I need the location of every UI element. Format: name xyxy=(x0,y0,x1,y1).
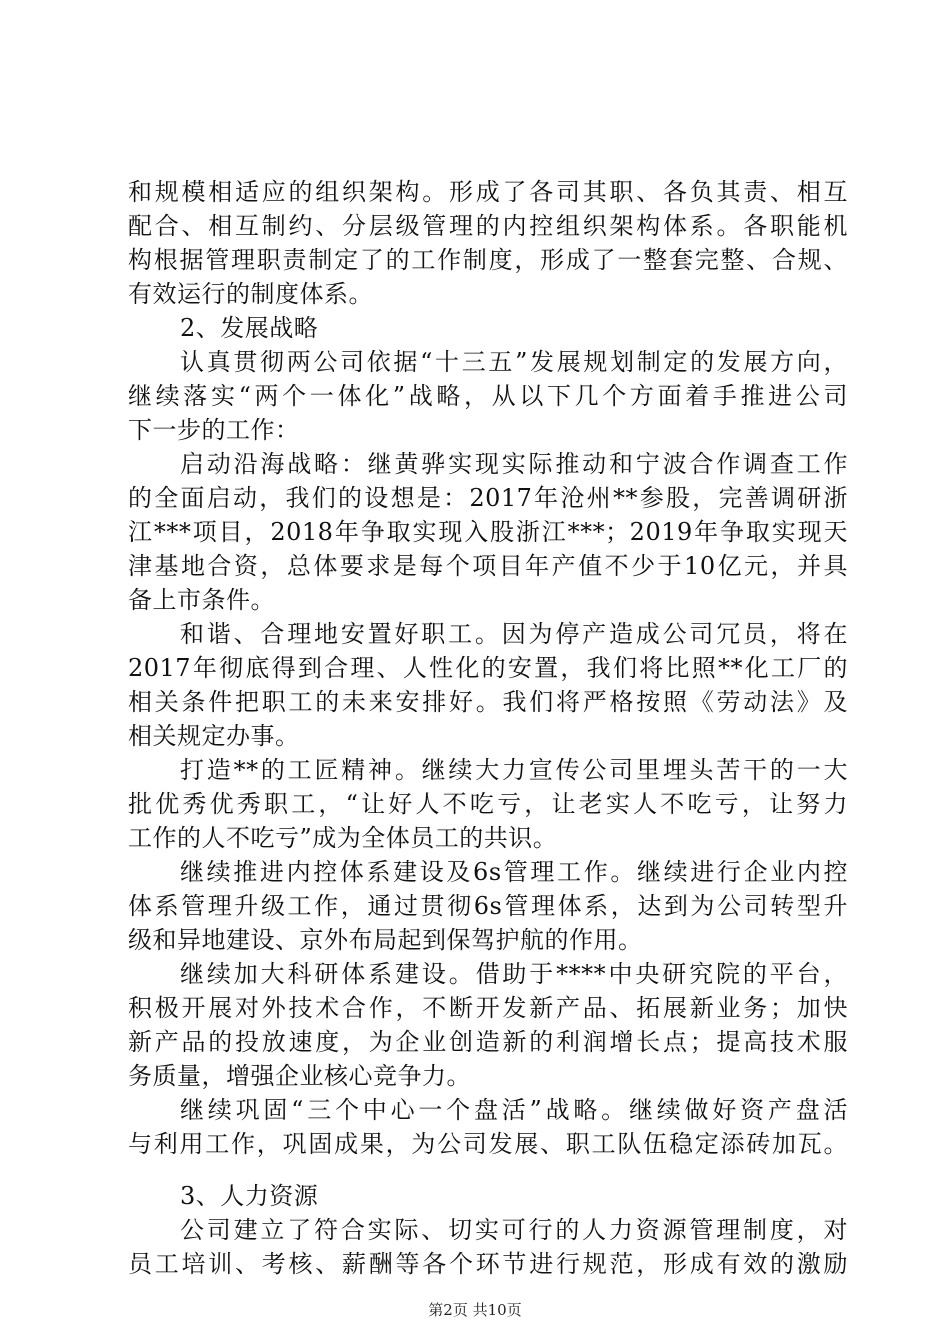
body-text-line: 构根据管理职责制定了的工作制度，形成了一整套完整、合规、 xyxy=(128,246,848,274)
section-heading: 2、发展战略 xyxy=(180,314,319,342)
body-text-line: 备上市条件。 xyxy=(128,586,275,614)
body-text-line: 积极开展对外技术合作，不断开发新产品、拓展新业务；加快 xyxy=(128,994,848,1022)
body-text-line: 认真贯彻两公司依据“十三五”发展规划制定的发展方向， xyxy=(180,348,848,376)
body-text-line: 工作的人不吃亏”成为全体员工的共识。 xyxy=(128,824,558,852)
body-text-line: 和谐、合理地安置好职工。因为停产造成公司冗员，将在 xyxy=(180,620,848,648)
body-text-line: 级和异地建设、京外布局起到保驾护航的作用。 xyxy=(128,926,643,954)
body-text-line: 相关条件把职工的未来安排好。我们将严格按照《劳动法》及 xyxy=(128,688,848,716)
page-number-footer: 第2页 共10页 xyxy=(428,1301,522,1319)
body-text-line: 2017年彻底得到合理、人性化的安置，我们将比照**化工厂的 xyxy=(128,654,848,682)
body-text-line: 继续推进内控体系建设及6s管理工作。继续进行企业内控 xyxy=(180,858,848,886)
body-text-line: 的全面启动，我们的设想是：2017年沧州**参股，完善调研浙 xyxy=(128,484,848,512)
body-text-line: 相关规定办事。 xyxy=(128,722,300,750)
body-text-line: 江***项目，2018年争取实现入股浙江***；2019年争取实现天 xyxy=(128,518,848,546)
body-text-line: 继续落实“两个一体化”战略，从以下几个方面着手推进公司 xyxy=(128,382,848,410)
section-heading: 3、人力资源 xyxy=(180,1182,319,1210)
body-text-line: 批优秀优秀职工，“让好人不吃亏，让老实人不吃亏，让努力 xyxy=(128,790,848,818)
body-text-line: 启动沿海战略：继黄骅实现实际推动和宁波合作调查工作 xyxy=(180,450,848,478)
body-text-line: 务质量，增强企业核心竞争力。 xyxy=(128,1062,471,1090)
body-text-line: 津基地合资，总体要求是每个项目年产值不少于10亿元，并具 xyxy=(128,552,848,580)
body-text-line: 继续加大科研体系建设。借助于****中央研究院的平台， xyxy=(180,960,848,988)
body-text-line: 员工培训、考核、薪酬等各个环节进行规范，形成有效的激励 xyxy=(128,1250,848,1278)
body-text-line: 新产品的投放速度，为企业创造新的利润增长点；提高技术服 xyxy=(128,1028,848,1056)
body-text-line: 和规模相适应的组织架构。形成了各司其职、各负其责、相互 xyxy=(128,178,848,206)
body-text-line: 公司建立了符合实际、切实可行的人力资源管理制度，对 xyxy=(180,1216,848,1244)
body-text-line: 配合、相互制约、分层级管理的内控组织架构体系。各职能机 xyxy=(128,212,848,240)
body-text-line: 打造**的工匠精神。继续大力宣传公司里埋头苦干的一大 xyxy=(180,756,848,784)
body-text-line: 体系管理升级工作，通过贯彻6s管理体系，达到为公司转型升 xyxy=(128,892,848,920)
body-text-line: 继续巩固“三个中心一个盘活”战略。继续做好资产盘活 xyxy=(180,1096,848,1124)
body-text-line: 下一步的工作： xyxy=(128,416,300,444)
body-text-line: 与利用工作，巩固成果，为公司发展、职工队伍稳定添砖加瓦。 xyxy=(128,1130,848,1158)
body-text-line: 有效运行的制度体系。 xyxy=(128,280,373,308)
